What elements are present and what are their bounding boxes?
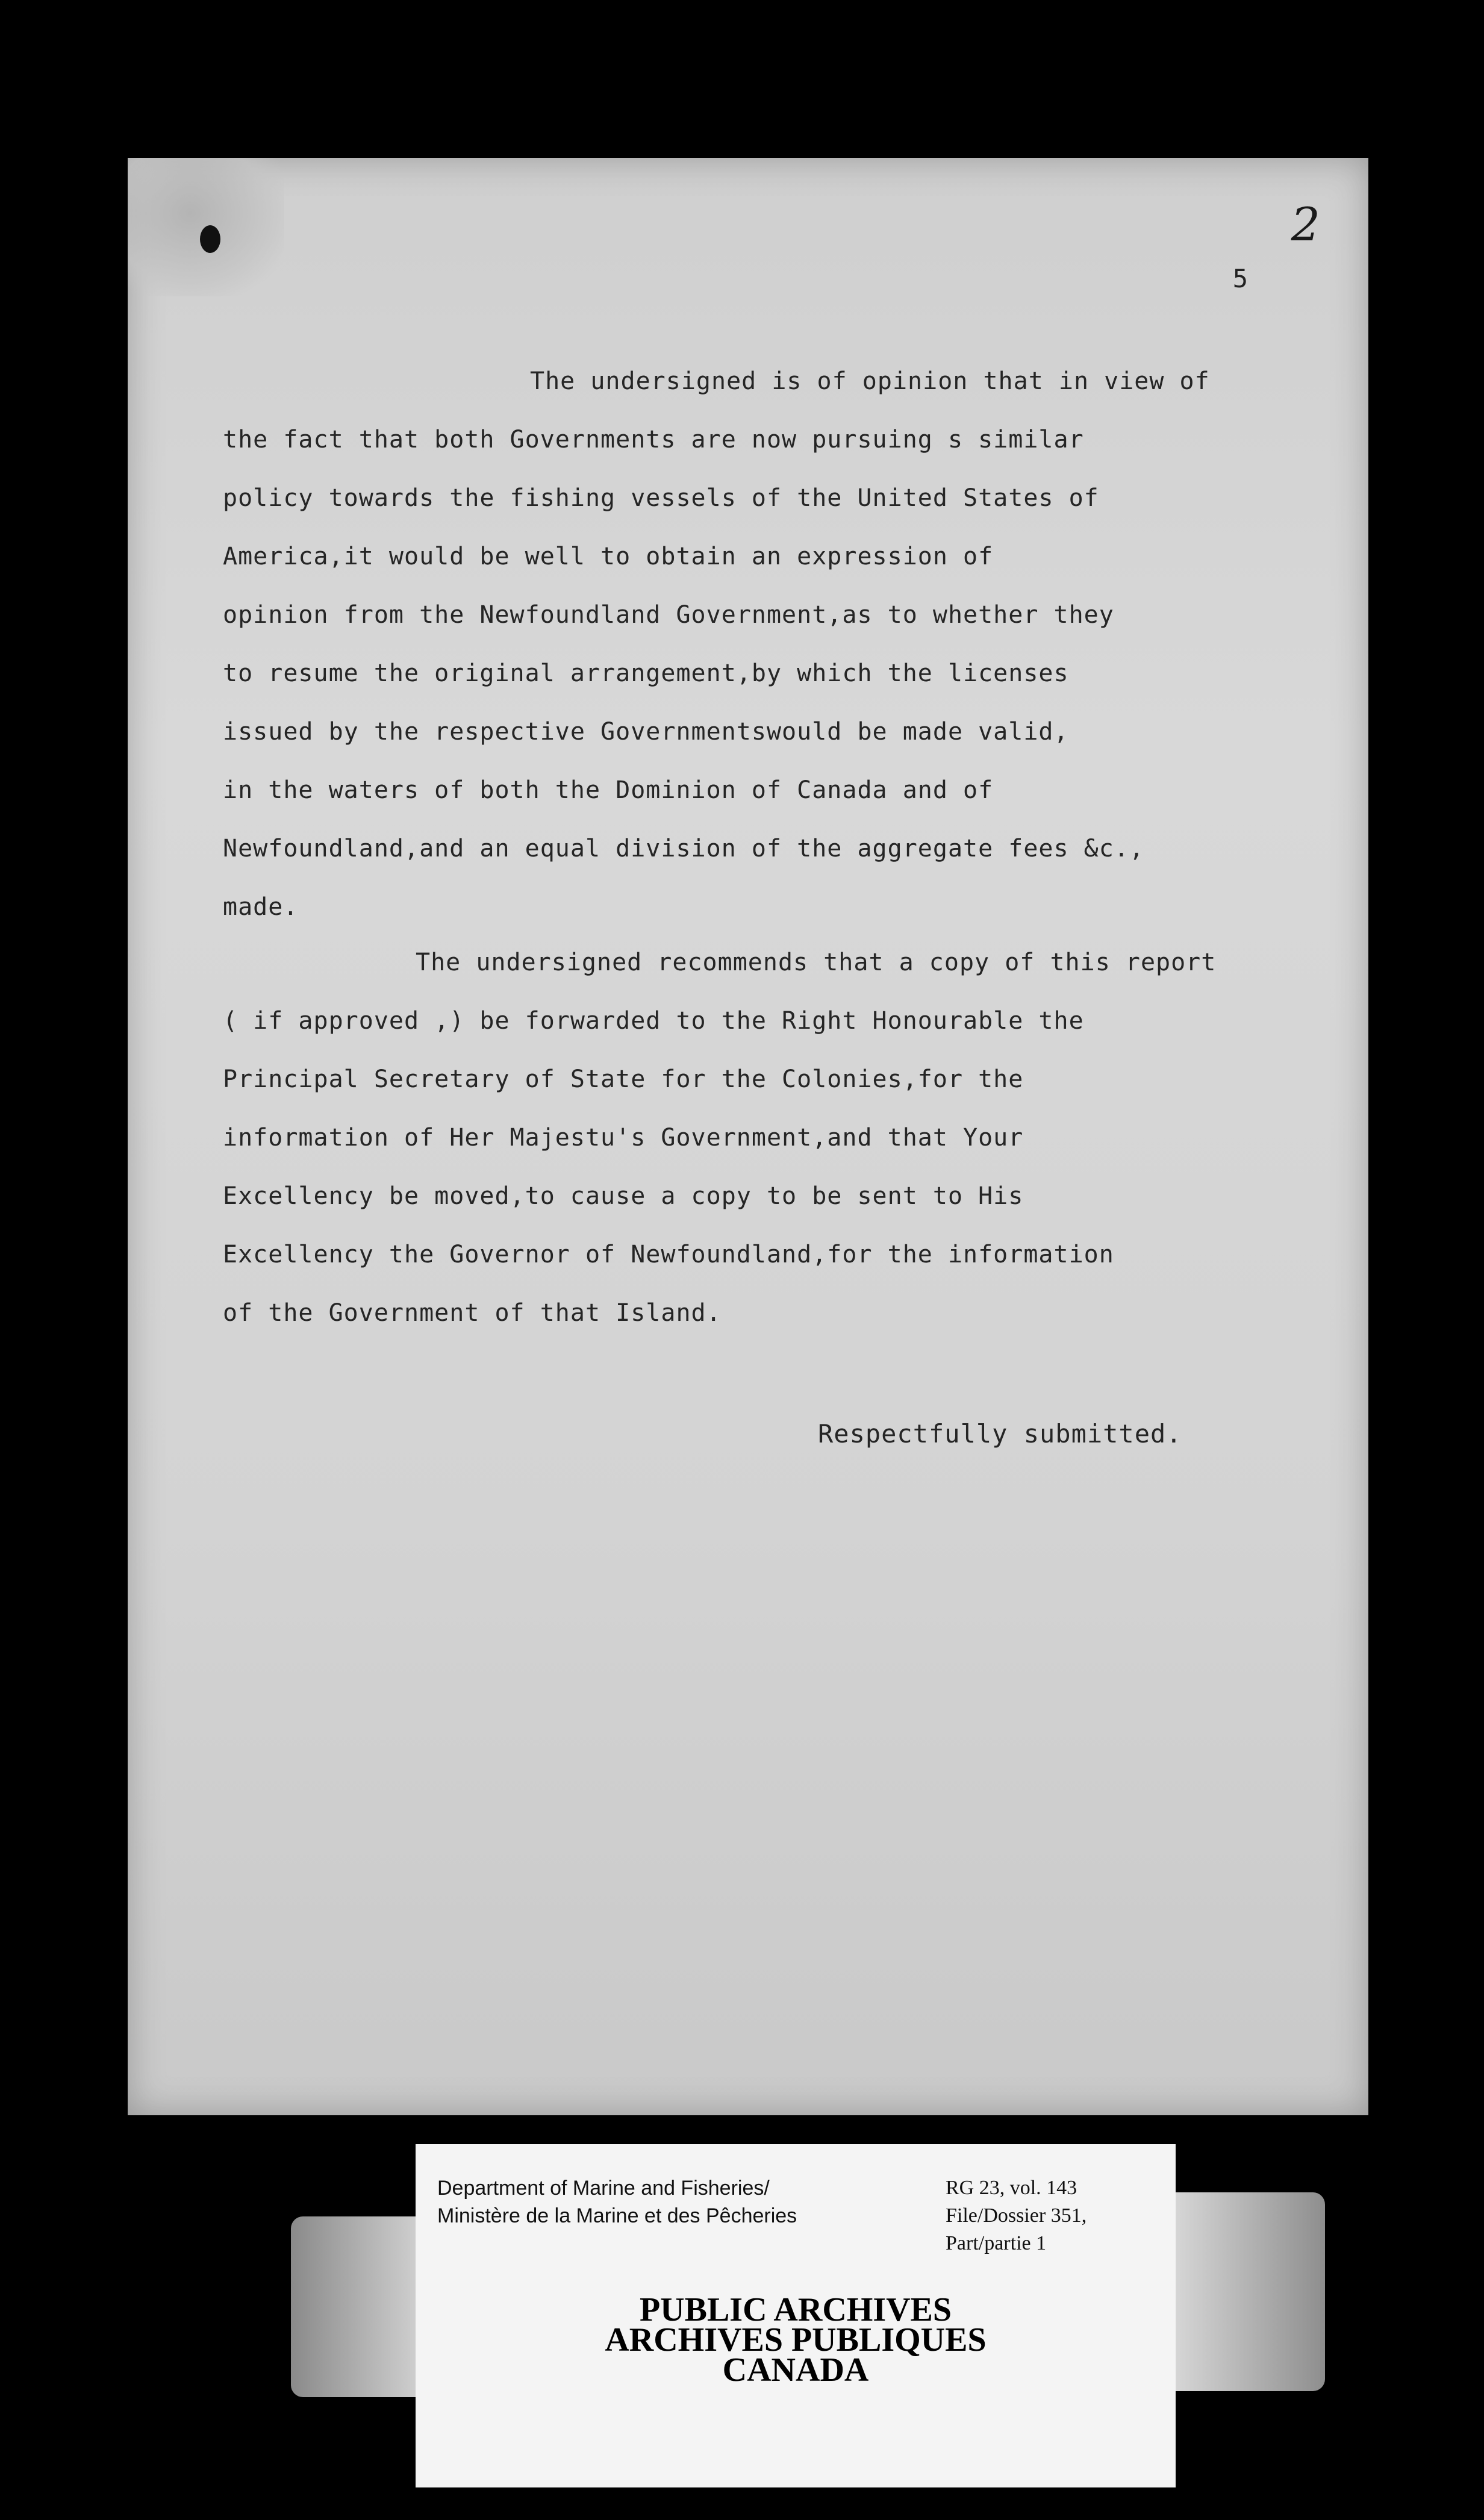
- handwritten-folio-number: 2: [1291, 198, 1320, 251]
- text-line: Newfoundland,and an equal division of the aggregate fees &c.,: [223, 835, 1145, 862]
- paragraph-opinion: [223, 367, 1235, 952]
- text-line: The undersigned is of opinion that in view of: [530, 367, 1210, 395]
- reference-line: File/Dossier 351,: [946, 2204, 1087, 2227]
- text-line: made.: [223, 893, 299, 921]
- department-line-fr: Ministère de la Marine et des Pêcheries: [437, 2204, 797, 2227]
- tape-strip: [1162, 2192, 1325, 2391]
- archive-reference: [946, 2174, 1086, 2257]
- institution-line: ARCHIVES PUBLIQUES: [605, 2321, 987, 2359]
- text-line: Excellency be moved,to cause a copy to be sent to His: [223, 1182, 1024, 1210]
- institution-line: CANADA: [722, 2351, 869, 2389]
- text-line: to resume the original arrangement,by which the licenses: [223, 660, 1069, 687]
- text-line: The undersigned recommends that a copy of this report: [416, 949, 1217, 976]
- text-line: of the Government of that Island.: [223, 1299, 722, 1327]
- text-line: Excellency the Governor of Newfoundland,for the information: [223, 1241, 1114, 1268]
- reference-line: Part/partie 1: [946, 2232, 1047, 2254]
- text-line: issued by the respective Governmentswould be made valid,: [223, 718, 1069, 746]
- department-name: [437, 2174, 797, 2230]
- text-line: opinion from the Newfoundland Government,as to whether they: [223, 601, 1114, 629]
- institution-line: PUBLIC ARCHIVES: [639, 2291, 952, 2328]
- tape-strip: [291, 2216, 429, 2397]
- text-line: Principal Secretary of State for the Colonies,for the: [223, 1065, 1024, 1093]
- text-line: ( if approved ,) be forwarded to the Right Honourable the: [223, 1007, 1084, 1035]
- text-line: information of Her Majestu's Government,and that Your: [223, 1124, 1024, 1152]
- text-line: America,it would be well to obtain an expression of: [223, 543, 994, 570]
- archive-label: [416, 2144, 1176, 2487]
- punch-hole: [200, 225, 220, 253]
- department-line-en: Department of Marine and Fisheries/: [437, 2177, 770, 2200]
- text-line: in the waters of both the Dominion of Canada and of: [223, 776, 994, 804]
- reference-line: RG 23, vol. 143: [946, 2177, 1077, 2199]
- text-line: the fact that both Governments are now pursuing s similar: [223, 426, 1084, 454]
- signoff: Respectfully submitted.: [818, 1419, 1182, 1449]
- institution-name: [416, 2291, 1176, 2389]
- page-number: 5: [1232, 264, 1248, 293]
- text-line: policy towards the fishing vessels of the United States of: [223, 484, 1099, 512]
- paragraph-recommendation: [223, 949, 1235, 1358]
